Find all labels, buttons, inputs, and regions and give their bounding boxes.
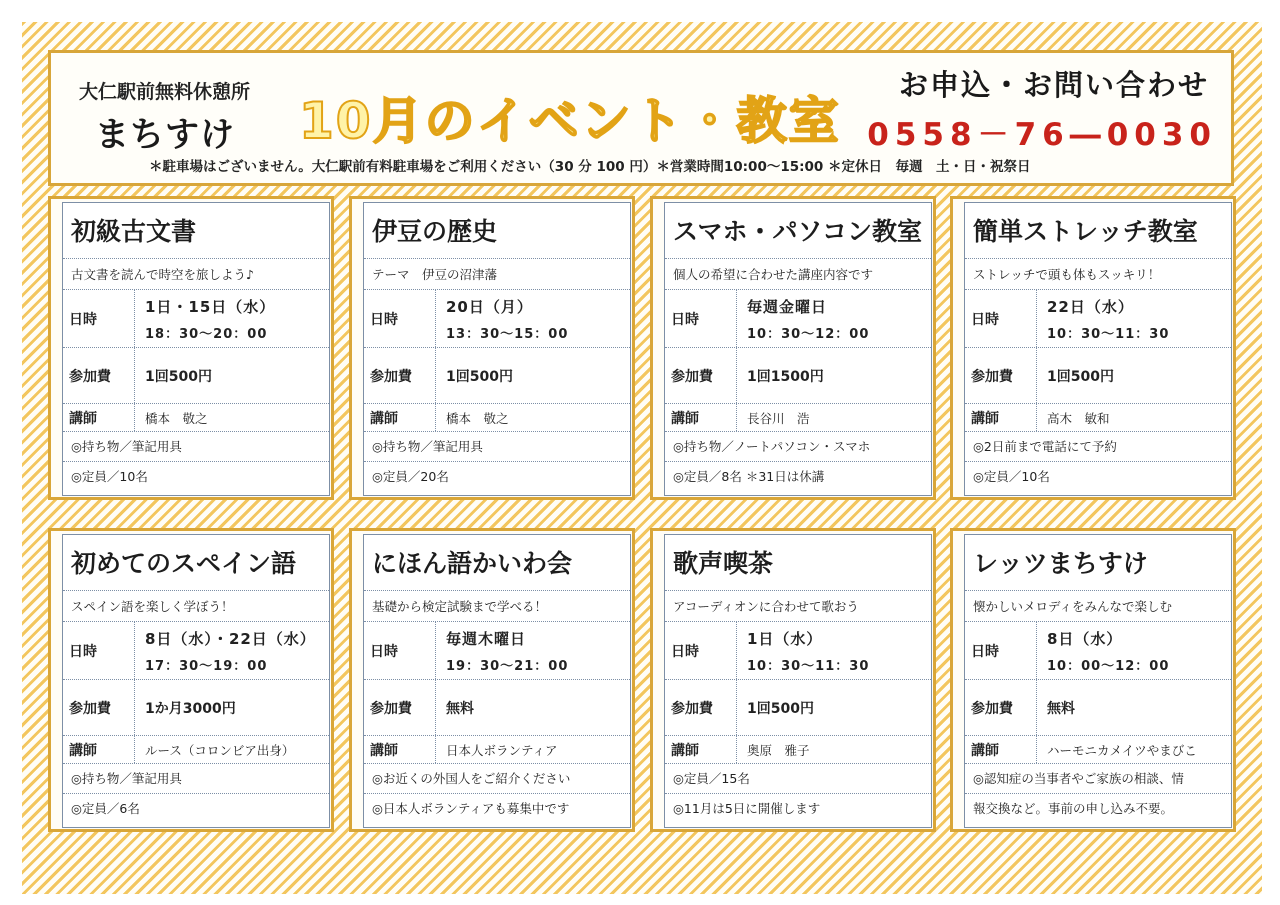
date-label: 日時	[965, 622, 1037, 679]
card-note: ◎11月は5日に開催します	[673, 801, 821, 816]
card-note: ◎持ち物／筆記用具	[63, 432, 329, 462]
fee-label: 参加費	[364, 680, 436, 735]
teacher-value: ルース（コロンビア出身）	[145, 742, 295, 758]
teacher-row	[965, 736, 1231, 764]
card-note: ◎お近くの外国人をご紹介ください	[364, 764, 630, 794]
fee-row	[364, 348, 630, 404]
date-time: 10：30～11：30	[1047, 326, 1170, 342]
date-days: 22日（水）	[1047, 297, 1134, 316]
date-days: 毎週木曜日	[446, 629, 527, 648]
event-card-spanish	[48, 528, 334, 832]
teacher-value: 橋本 敬之	[446, 410, 509, 426]
card-note: ◎日本人ボランティアも募集中です	[372, 801, 570, 816]
card-note: ◎持ち物／筆記用具	[63, 764, 329, 794]
date-value	[737, 622, 931, 679]
date-time: 19：30～21：00	[446, 658, 569, 674]
card-title: 伊豆の歴史	[364, 203, 630, 259]
event-card-singing-cafe	[650, 528, 936, 832]
fee-row	[63, 348, 329, 404]
card-note: ◎定員／20名	[372, 469, 449, 484]
card-inner	[363, 534, 631, 828]
fee-label: 参加費	[965, 680, 1037, 735]
teacher-row	[665, 736, 931, 764]
date-value	[436, 622, 630, 679]
fee-label: 参加費	[63, 680, 135, 735]
fee-row	[665, 348, 931, 404]
date-row	[665, 290, 931, 348]
date-value	[737, 290, 931, 347]
card-description: 個人の希望に合わせた講座内容です	[665, 259, 931, 290]
date-time: 10：30～12：00	[747, 326, 870, 342]
event-card-stretch	[950, 196, 1236, 500]
teacher-label: 講師	[63, 736, 135, 763]
teacher-label: 講師	[665, 736, 737, 763]
fee-value: 1回500円	[145, 368, 212, 385]
date-label: 日時	[364, 290, 436, 347]
date-row	[364, 622, 630, 680]
date-value	[436, 290, 630, 347]
event-card-lets-machisuke	[950, 528, 1236, 832]
fee-row	[364, 680, 630, 736]
event-card-smartphone-pc	[650, 196, 936, 500]
card-inner	[964, 202, 1232, 496]
fee-label: 参加費	[965, 348, 1037, 403]
date-value	[135, 290, 329, 347]
date-label: 日時	[965, 290, 1037, 347]
card-title: 初めてのスペイン語	[63, 535, 329, 591]
date-row	[965, 622, 1231, 680]
card-note: ◎2日前まで電話にて予約	[965, 432, 1231, 462]
date-label: 日時	[63, 290, 135, 347]
date-value	[135, 622, 329, 679]
card-title: レッツまちすけ	[965, 535, 1231, 591]
teacher-value: 奥原 雅子	[747, 742, 810, 758]
date-days: 8日（水）・22日（水）	[145, 629, 316, 648]
card-title: にほん語かいわ会	[364, 535, 630, 591]
date-row	[665, 622, 931, 680]
date-value	[1037, 290, 1231, 347]
date-row	[63, 290, 329, 348]
phone-number: 0558－76―0030	[867, 117, 1217, 153]
event-card-japanese-conversation	[349, 528, 635, 832]
card-title: 簡単ストレッチ教室	[965, 203, 1231, 259]
teacher-row	[63, 404, 329, 432]
teacher-row	[665, 404, 931, 432]
contact-label: お申込・お問い合わせ	[898, 68, 1209, 102]
card-note: ◎定員／10名	[71, 469, 148, 484]
date-time: 13：30～15：00	[446, 326, 569, 342]
teacher-value: ハーモニカメイツやまびこ	[1047, 742, 1197, 758]
teacher-label: 講師	[965, 736, 1037, 763]
fee-label: 参加費	[665, 680, 737, 735]
fee-value: 無料	[446, 700, 474, 717]
card-inner	[62, 534, 330, 828]
card-description: アコーディオンに合わせて歌おう	[665, 591, 931, 622]
date-label: 日時	[63, 622, 135, 679]
fee-label: 参加費	[364, 348, 436, 403]
fee-value: 1回500円	[1047, 368, 1114, 385]
teacher-value: 長谷川 浩	[747, 410, 810, 426]
fee-value: 1回500円	[747, 700, 814, 717]
fee-value: 無料	[1047, 700, 1075, 717]
card-note: ◎持ち物／ノートパソコン・スマホ	[665, 432, 931, 462]
fee-value: 1回1500円	[747, 368, 824, 385]
teacher-row	[364, 404, 630, 432]
card-description: 基礎から検定試験まで学べる！	[364, 591, 630, 622]
card-inner	[664, 202, 932, 496]
fee-label: 参加費	[63, 348, 135, 403]
venue-label: 大仁駅前無料休憩所	[79, 81, 251, 103]
teacher-label: 講師	[665, 404, 737, 431]
date-time: 10：00～12：00	[1047, 658, 1170, 674]
date-row	[965, 290, 1231, 348]
card-description: ストレッチで頭も体もスッキリ！	[965, 259, 1231, 290]
date-time: 10：30～11：30	[747, 658, 870, 674]
teacher-label: 講師	[364, 736, 436, 763]
event-card-komonjo	[48, 196, 334, 500]
card-description: 古文書を読んで時空を旅しよう♪	[63, 259, 329, 290]
card-title: 初級古文書	[63, 203, 329, 259]
date-days: 8日（水）	[1047, 629, 1123, 648]
date-days: 1日・15日（水）	[145, 297, 276, 316]
date-days: 1日（水）	[747, 629, 823, 648]
teacher-label: 講師	[63, 404, 135, 431]
teacher-value: 高木 敏和	[1047, 410, 1110, 426]
teacher-row	[965, 404, 1231, 432]
date-label: 日時	[665, 622, 737, 679]
date-row	[364, 290, 630, 348]
fee-value: 1回500円	[446, 368, 513, 385]
card-description: 懐かしいメロディをみんなで楽しむ	[965, 591, 1231, 622]
teacher-label: 講師	[965, 404, 1037, 431]
event-card-izu-history	[349, 196, 635, 500]
date-days: 毎週金曜日	[747, 297, 828, 316]
teacher-label: 講師	[364, 404, 436, 431]
date-time: 18：30～20：00	[145, 326, 268, 342]
fee-row	[965, 348, 1231, 404]
teacher-value: 橋本 敬之	[145, 410, 208, 426]
fee-row	[63, 680, 329, 736]
teacher-row	[364, 736, 630, 764]
venue-name: まちすけ	[95, 115, 235, 155]
card-description: スペイン語を楽しく学ぼう！	[63, 591, 329, 622]
card-title: 歌声喫茶	[665, 535, 931, 591]
card-inner	[62, 202, 330, 496]
teacher-value: 日本人ボランティア	[446, 742, 558, 758]
fee-row	[965, 680, 1231, 736]
date-days: 20日（月）	[446, 297, 533, 316]
teacher-row	[63, 736, 329, 764]
date-row	[63, 622, 329, 680]
card-description: テーマ 伊豆の沼津藩	[364, 259, 630, 290]
card-inner	[363, 202, 631, 496]
header-panel	[48, 50, 1234, 186]
date-label: 日時	[665, 290, 737, 347]
card-inner	[664, 534, 932, 828]
card-title: スマホ・パソコン教室	[665, 203, 931, 259]
card-note: 報交換など。事前の申し込み不要。	[973, 801, 1174, 816]
card-note: ◎定員／8名 ＊31日は休講	[673, 469, 825, 484]
date-value	[1037, 622, 1231, 679]
date-label: 日時	[364, 622, 436, 679]
card-inner	[964, 534, 1232, 828]
card-note: ◎定員／6名	[71, 801, 140, 816]
fee-label: 参加費	[665, 348, 737, 403]
card-note: ◎認知症の当事者やご家族の相談、情	[965, 764, 1231, 794]
info-note: ＊駐車場はございません。大仁駅前有料駐車場をご利用ください（30 分 100 円）＊営業時間10:00～15:00 ＊定休日 毎週 土・日・祝祭日	[149, 159, 1031, 175]
page-title: 10月のイベント・教室	[299, 92, 841, 150]
card-note: ◎持ち物／筆記用具	[364, 432, 630, 462]
fee-row	[665, 680, 931, 736]
card-note: ◎定員／10名	[973, 469, 1050, 484]
fee-value: 1か月3000円	[145, 700, 236, 717]
date-time: 17：30～19：00	[145, 658, 268, 674]
card-note: ◎定員／15名	[665, 764, 931, 794]
